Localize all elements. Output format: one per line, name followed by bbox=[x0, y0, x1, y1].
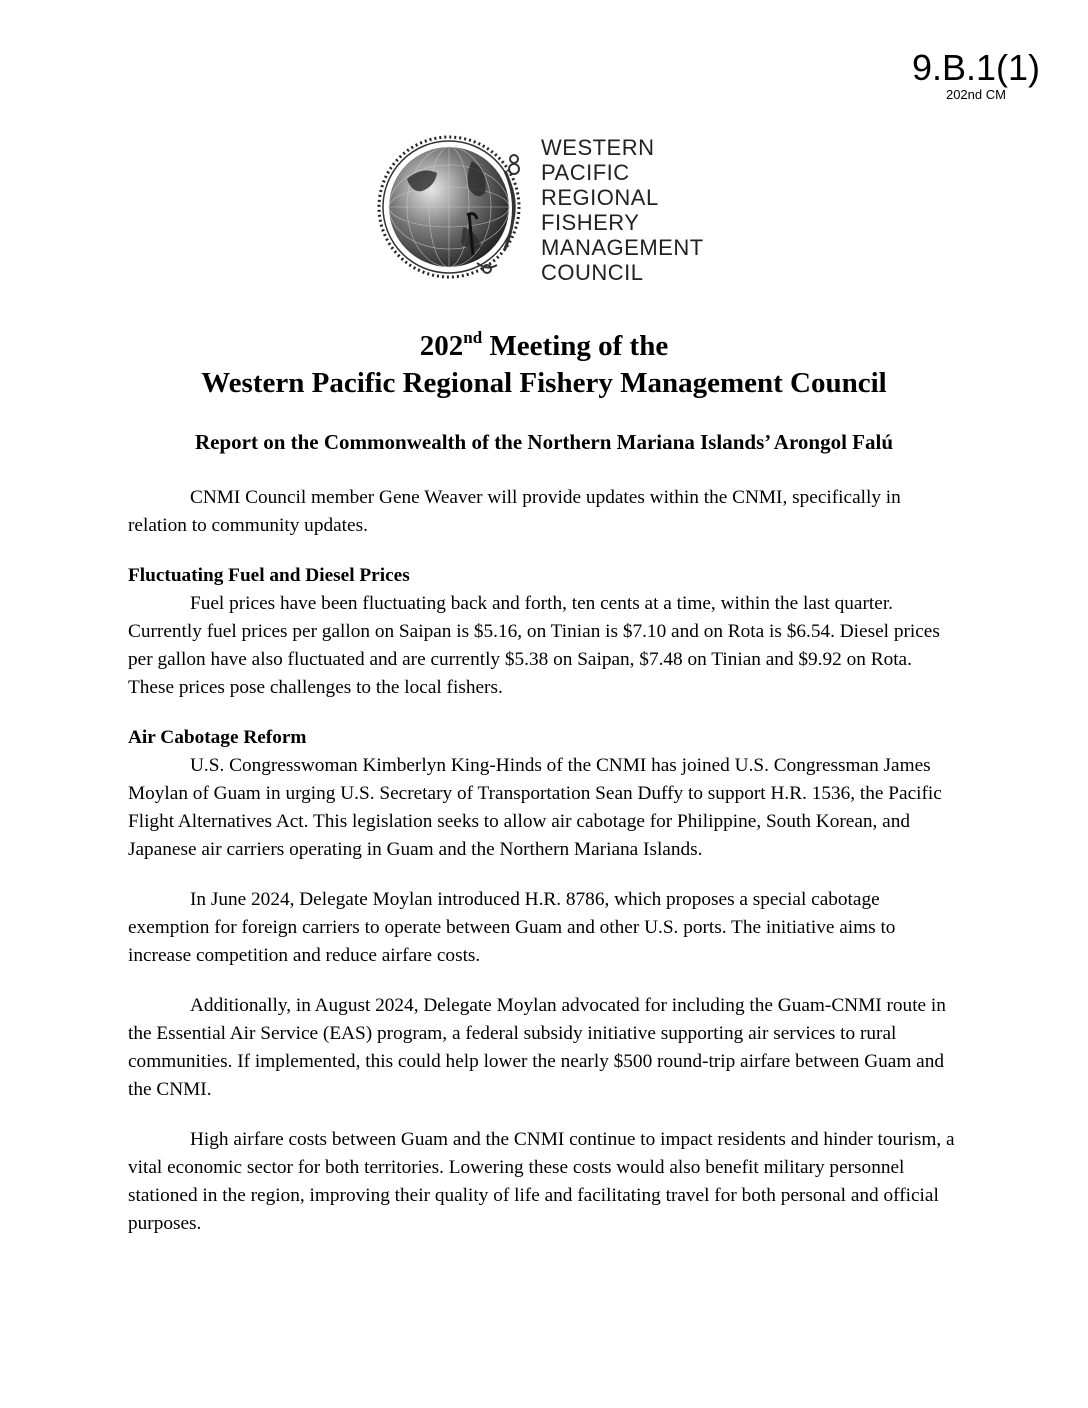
intro-paragraph: CNMI Council member Gene Weaver will provide updates within the CNMI, specifically in relation to community updates. bbox=[128, 487, 901, 536]
council-logo bbox=[377, 131, 717, 291]
report-body bbox=[128, 484, 962, 1238]
meeting-number: 202 bbox=[419, 330, 464, 362]
meeting-title bbox=[0, 328, 1088, 402]
meeting-number-suffix: nd bbox=[463, 328, 483, 347]
logo-line: WESTERN bbox=[541, 135, 655, 160]
meeting-title-line2: Western Pacific Regional Fishery Management Council bbox=[201, 367, 887, 399]
meeting-title-line1 bbox=[0, 328, 1088, 365]
document-code: 9.B.1(1) bbox=[911, 47, 1040, 88]
logo-line: PACIFIC bbox=[541, 160, 630, 185]
document-code-block bbox=[912, 48, 1040, 102]
cabotage-paragraph: In June 2024, Delegate Moylan introduced H.R. 8786, which proposes a special cabotage exemption for foreign carriers to operate between Guam and other U.S. ports. The initiative aims to increase competition and reduce airfare costs. bbox=[128, 889, 896, 966]
document-code-sub: 202nd CM bbox=[945, 87, 1006, 102]
meeting-title-rest: Meeting of the bbox=[482, 330, 669, 362]
cabotage-paragraph: High airfare costs between Guam and the CNMI continue to impact residents and hinder tourism, a vital economic sector for both territories. Lowering these costs would also benefit military personnel stationed in the region, improving their quality of life and facilitating travel for both personal and official purposes. bbox=[128, 1129, 955, 1234]
logo-line: FISHERY bbox=[541, 210, 640, 235]
logo-line: REGIONAL bbox=[541, 185, 659, 210]
section-heading-fuel: Fluctuating Fuel and Diesel Prices bbox=[128, 565, 410, 586]
section-heading-cabotage: Air Cabotage Reform bbox=[128, 727, 307, 748]
fuel-paragraph: Fuel prices have been fluctuating back and forth, ten cents at a time, within the last quarter. Currently fuel prices per gallon on Saipan is $5.16, on Tinian is $7.10 and on Rota is $6.54. Diesel prices per gallon have also fluctuated and are currently $5.38 on Saipan, $7.48 on Tinian and $9.92 on Rota. These prices pose challenges to the local fishers. bbox=[128, 593, 940, 698]
logo-wordmark bbox=[541, 135, 704, 285]
globe-seal-icon bbox=[377, 131, 527, 286]
logo-line: COUNCIL bbox=[541, 260, 644, 285]
cabotage-paragraph: U.S. Congresswoman Kimberlyn King-Hinds of the CNMI has joined U.S. Congressman James Moylan of Guam in urging U.S. Secretary of Transportation Sean Duffy to support H.R. 1536, the Pacific Flight Alternatives Act. This legislation seeks to allow air cabotage for Philippine, South Korean, and Japanese air carriers operating in Guam and the Northern Mariana Islands. bbox=[128, 755, 942, 860]
logo-line: MANAGEMENT bbox=[541, 235, 704, 260]
cabotage-paragraph: Additionally, in August 2024, Delegate Moylan advocated for including the Guam-CNMI route in the Essential Air Service (EAS) program, a federal subsidy initiative supporting air services to rural communities. If implemented, this could help lower the nearly $500 round-trip airfare between Guam and the CNMI. bbox=[128, 995, 946, 1100]
report-subtitle: Report on the Commonwealth of the Northern Mariana Islands’ Arongol Falú bbox=[194, 430, 894, 454]
